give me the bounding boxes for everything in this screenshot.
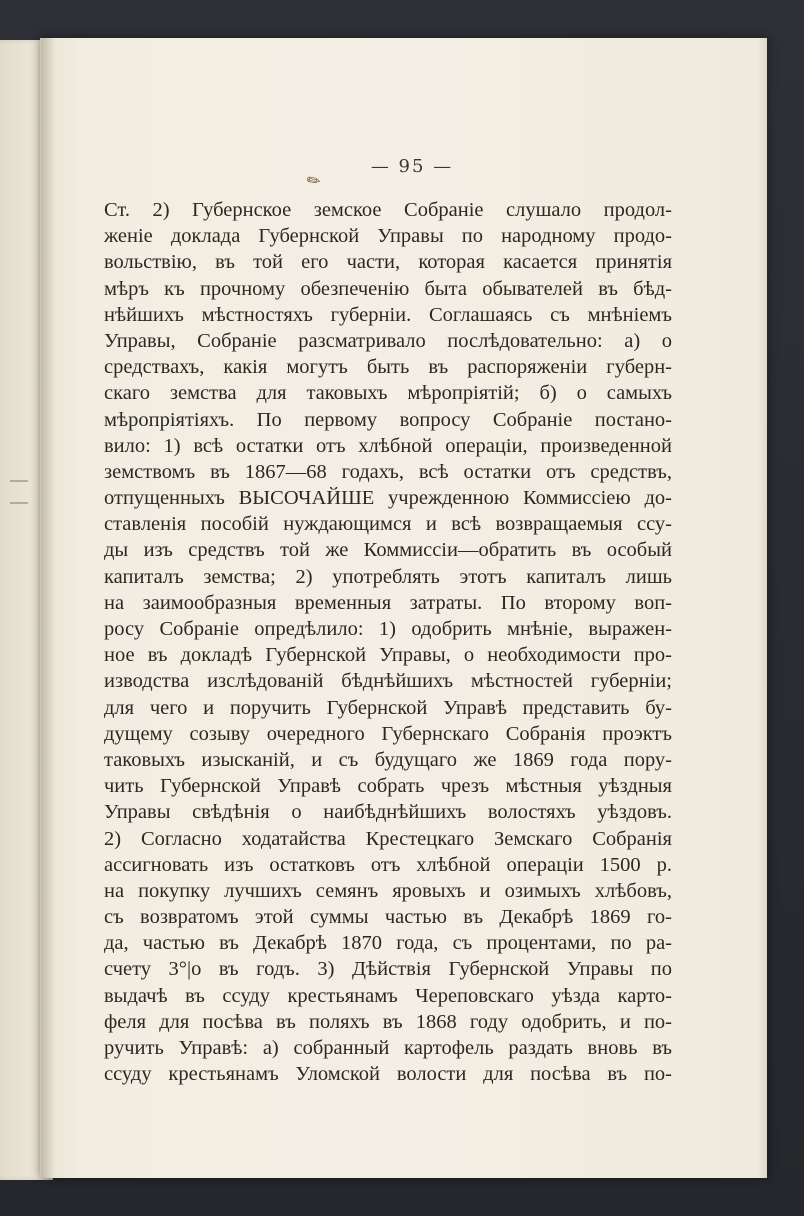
page-number: — 95 — — [370, 156, 454, 177]
text-line: для чего и поручить Губернской Управѣ представить бу- — [104, 696, 672, 719]
text-line: нѣйшихъ мѣстностяхъ губернiи. Соглашаясь съ мнѣнiемъ — [104, 303, 672, 326]
text-line: мѣропрiятiяхъ. По первому вопросу Собранiе постано- — [104, 408, 672, 431]
text-line: феля для посѣва въ поляхъ въ 1868 году одобрить, и по- — [104, 1010, 672, 1033]
page-edge-shadow — [757, 38, 767, 1178]
text-line: выдачѣ въ ссуду крестьянамъ Череповскаго уѣзда карто- — [104, 984, 672, 1007]
text-line: капиталъ земства; 2) употреблять этотъ капиталъ лишь — [104, 565, 672, 588]
text-line: вило: 1) всѣ остатки отъ хлѣбной операцiи, произведенной — [104, 434, 672, 457]
text-line: ссуду крестьянамъ Уломской волости для посѣва въ по- — [104, 1063, 672, 1086]
text-line: счету 3°|о въ годъ. 3) Дѣйствiя Губернской Управы по — [104, 958, 672, 981]
text-line: 2) Согласно ходатайства Крестецкаго Земскаго Собранiя — [104, 827, 672, 850]
body-paragraph — [104, 197, 672, 1087]
text-line: ручить Управѣ: а) собранный картофель раздать вновь въ — [104, 1037, 672, 1059]
ink-mark: ✎ — [302, 168, 325, 193]
page-fold-shadow — [41, 38, 55, 1178]
text-line: да, частью въ Декабрѣ 1870 года, съ процентами, по ра- — [104, 932, 672, 955]
text-line: женiе доклада Губернской Управы по народному продо- — [104, 225, 672, 248]
text-line: съ возвратомъ этой суммы частью въ Декабрѣ 1869 го- — [104, 906, 672, 929]
text-line: ды изъ средствъ той же Коммиссiи—обратить въ особый — [104, 539, 672, 562]
text-line: таковыхъ изысканiй, и съ будущаго же 1869 года пору- — [104, 748, 672, 771]
text-line: изводства изслѣдованiй бѣднѣйшихъ мѣстностей губернiи; — [104, 670, 672, 693]
text-line: скаго земства для таковыхъ мѣропрiятiй; б) о самыхъ — [104, 382, 672, 405]
page-mark — [10, 480, 28, 482]
text-line: вольствiю, въ той его части, которая касается принятiя — [104, 251, 672, 274]
text-line: росу Собранiе опредѣлило: 1) одобрить мнѣнiе, выражен- — [104, 618, 672, 640]
text-line: ное въ докладѣ Губернской Управы, о необходимости про- — [104, 644, 672, 667]
text-line: ставленiя пособiй нуждающимся и всѣ возвращаемыя ссу- — [104, 513, 672, 536]
text-line: Ст. 2) Губернское земское Собранiе слушало продол- — [104, 199, 672, 221]
text-line: ассигновать изъ остатковъ отъ хлѣбной операцiи 1500 р. — [104, 853, 672, 876]
text-line: мѣръ къ прочному обезпеченiю быта обывателей въ бѣд- — [104, 277, 672, 300]
text-line: Управы, Собранiе разсматривало послѣдовательно: а) о — [104, 329, 672, 352]
text-line: отпущенныхъ ВЫСОЧАЙШЕ учрежденною Коммиссiею до- — [104, 487, 672, 510]
text-line: на покупку лучшихъ семянъ яровыхъ и озимыхъ хлѣбовъ, — [104, 879, 672, 902]
text-line: на заимообразныя временныя затраты. По второму воп- — [104, 591, 672, 614]
page-mark — [10, 502, 28, 504]
text-line: земствомъ въ 1867—68 годахъ, всѣ остатки отъ средствъ, — [104, 460, 672, 483]
text-line: Управы свѣдѣнiя о наибѣднѣйшихъ волостяхъ уѣздовъ. — [104, 801, 672, 824]
text-line: чить Губернской Управѣ собрать чрезъ мѣстныя уѣздныя — [104, 775, 672, 798]
text-line: средствахъ, какiя могутъ быть въ распоряженiи губерн- — [104, 356, 672, 379]
text-line: дущему созыву очередного Губернскаго Собранiя проэктъ — [104, 722, 672, 745]
